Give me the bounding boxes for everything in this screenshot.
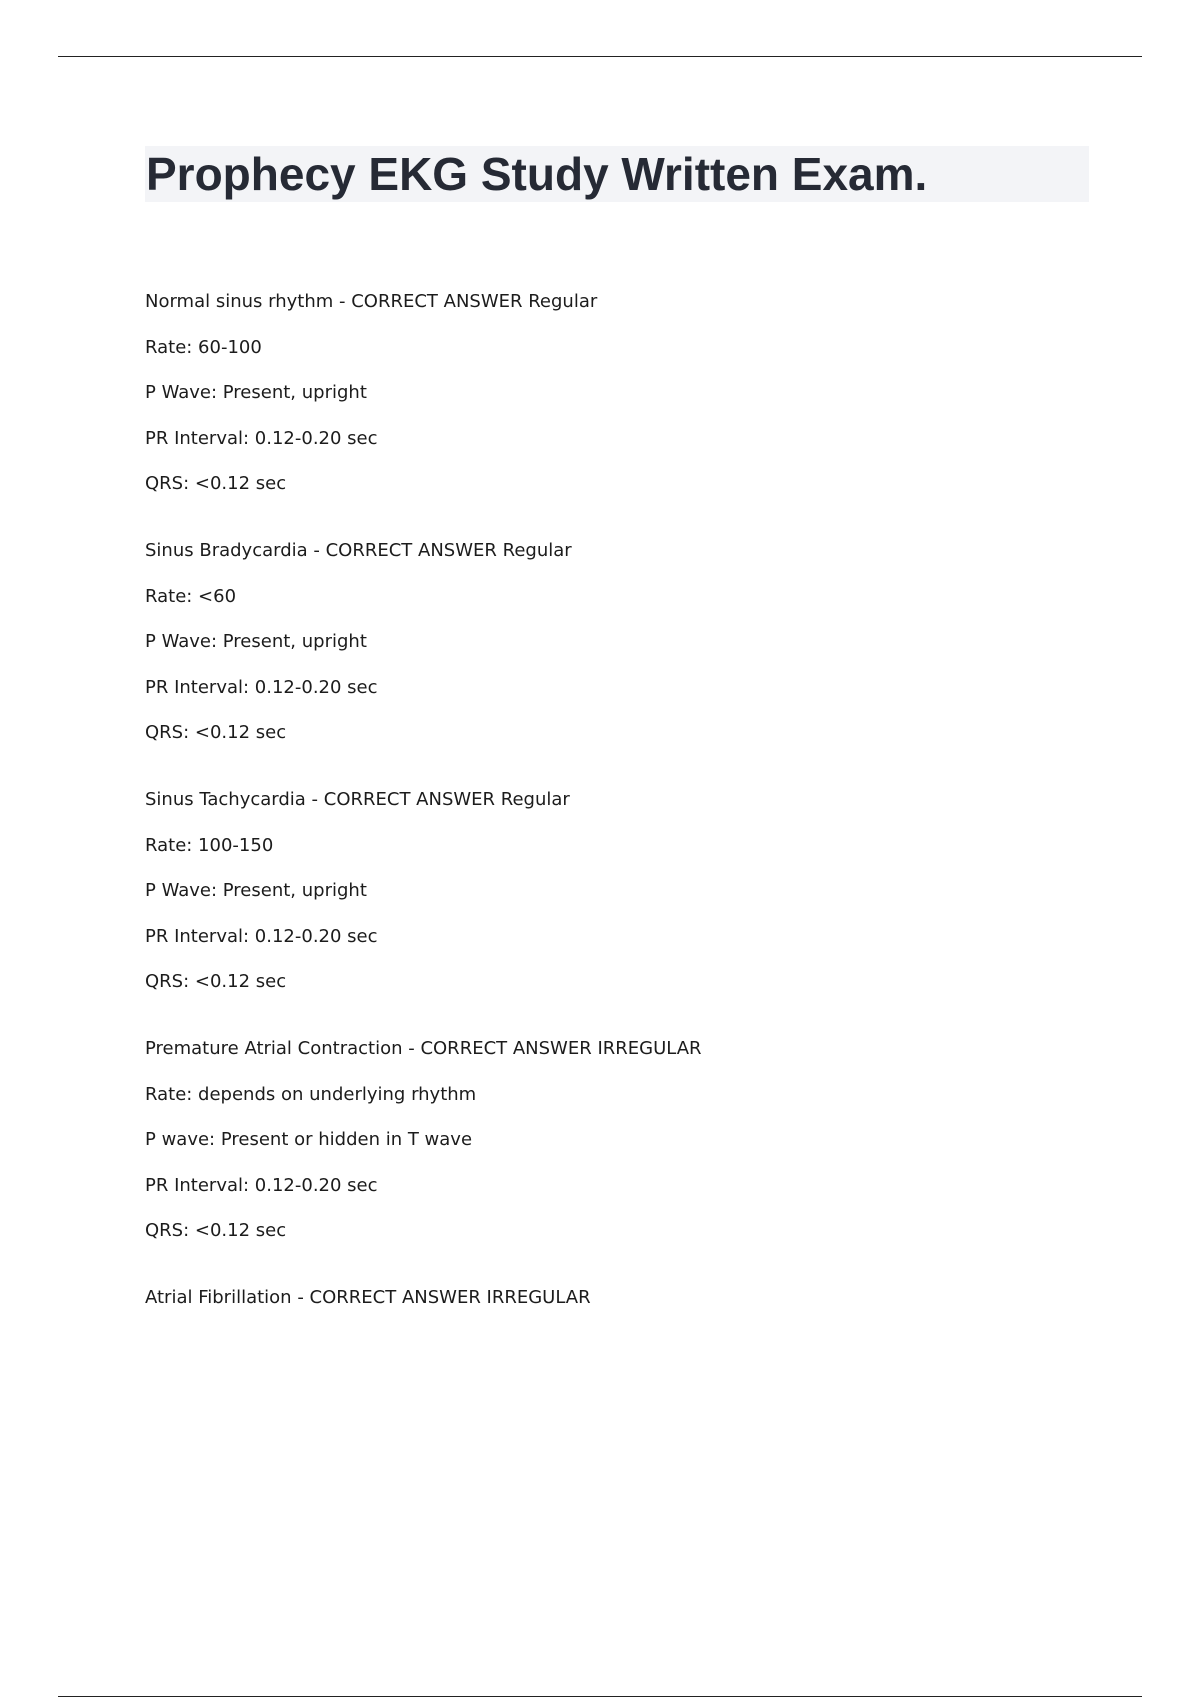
entry-p-wave: P Wave: Present, upright [145, 880, 367, 901]
page-title: Prophecy EKG Study Written Exam. [146, 148, 928, 200]
top-rule [58, 56, 1142, 57]
entry-rate: Rate: <60 [145, 585, 237, 607]
entry-qrs: QRS: <0.12 sec [145, 971, 287, 992]
entry-premature-atrial-contraction [145, 1038, 1045, 1242]
entry-qrs: QRS: <0.12 sec [145, 473, 287, 494]
entry-heading: Sinus Tachycardia - CORRECT ANSWER Regular [145, 789, 570, 810]
entry-heading: Atrial Fibrillation - CORRECT ANSWER IRREGULAR [145, 1287, 591, 1308]
entry-qrs: QRS: <0.12 sec [145, 722, 287, 743]
entry-p-wave: P wave: Present or hidden in T wave [145, 1129, 473, 1150]
entry-p-wave: P Wave: Present, upright [145, 631, 367, 652]
entry-sinus-tachycardia [145, 789, 1045, 993]
entry-rate: Rate: 100-150 [145, 834, 274, 856]
entry-sinus-bradycardia [145, 540, 1045, 744]
entry-qrs: QRS: <0.12 sec [145, 1220, 287, 1241]
entry-pr-interval: PR Interval: 0.12-0.20 sec [145, 1174, 378, 1196]
entry-pr-interval: PR Interval: 0.12-0.20 sec [145, 925, 378, 947]
entry-rate: Rate: depends on underlying rhythm [145, 1083, 477, 1105]
study-content [145, 291, 1045, 1354]
entry-normal-sinus-rhythm [145, 291, 1045, 495]
entry-heading: Premature Atrial Contraction - CORRECT ANSWER IRREGULAR [145, 1038, 702, 1059]
entry-p-wave: P Wave: Present, upright [145, 382, 367, 403]
entry-heading: Normal sinus rhythm - CORRECT ANSWER Regular [145, 291, 598, 312]
entry-atrial-fibrillation [145, 1287, 1045, 1309]
entry-heading: Sinus Bradycardia - CORRECT ANSWER Regular [145, 540, 572, 561]
entry-pr-interval: PR Interval: 0.12-0.20 sec [145, 427, 378, 449]
entry-pr-interval: PR Interval: 0.12-0.20 sec [145, 676, 378, 698]
entry-rate: Rate: 60-100 [145, 336, 262, 358]
bottom-rule [58, 1696, 1142, 1697]
